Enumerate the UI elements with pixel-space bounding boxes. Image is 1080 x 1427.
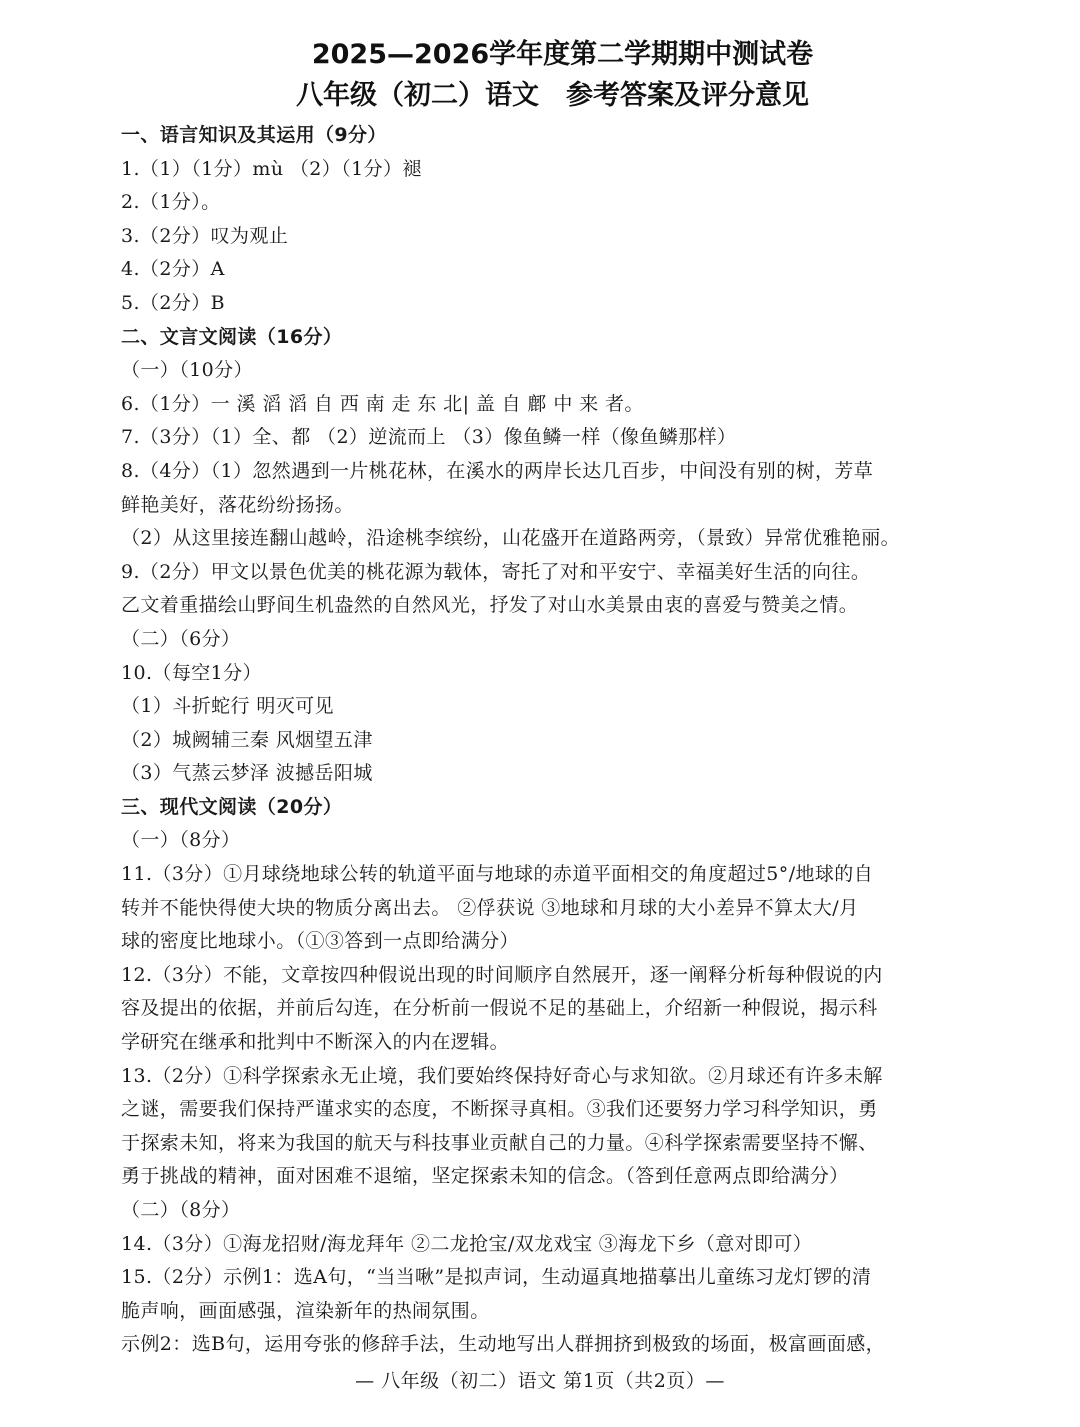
answer-line: 12.（3分）不能，文章按四种假说出现的时间顺序自然展开，逐一阐释分析每种假说的内 [121,963,883,986]
answer-content [121,119,984,1362]
answer-line: 1.（1）（1分）mù （2）（1分）褪 [121,157,422,180]
answer-line: （二）（8分） [121,1199,241,1221]
answer-line: 4.（2分）A [121,258,225,281]
answer-line: 勇于挑战的精神，面对困难不退缩，坚定探索未知的信念。（答到任意两点即给满分） [121,1165,849,1188]
section-heading: 二、文言文阅读（16分） [121,325,343,348]
answer-line: （3）气蒸云梦泽 波撼岳阳城 [121,762,373,785]
answer-line: 6.（1分）一 溪 滔 滔 自 西 南 走 东 北| 盖 自 鄜 中 来 者。 [121,392,644,415]
answer-line: 8.（4分）（1）忽然遇到一片桃花林，在溪水的两岸长达几百步，中间没有别的树，芳草 [121,459,874,482]
answer-line: 11.（3分）①月球绕地球公转的轨道平面与地球的赤道平面相交的角度超过5°/地球的自 [121,863,874,886]
answer-line: 14.（3分）①海龙招财/海龙拜年 ②二龙抢宝/双龙戏宝 ③海龙下乡（意对即可） [121,1232,813,1255]
answer-line: 9.（2分）甲文以景色优美的桃花源为载体，寄托了对和平安宁、幸福美好生活的向往。 [121,560,871,583]
answer-line: 之谜，需要我们保持严谨求实的态度，不断探寻真相。③我们还要努力学习科学知识，勇 [121,1098,878,1121]
answer-line: （二）（6分） [121,627,241,650]
answer-line: 容及提出的依据，并前后勾连，在分析前一假说不足的基础上，介绍新一种假说，揭示科 [121,997,878,1020]
page-footer: — 八年级（初二）语文 第1页（共2页）— [355,1370,725,1392]
exam-subtitle: 八年级（初二）语文 参考答案及评分意见 [296,80,809,111]
answer-line: 示例2：选B句，运用夸张的修辞手法，生动地写出人群拥挤到极致的场面，极富画面感， [121,1333,886,1356]
answer-line: 学研究在继承和批判中不断深入的内在逻辑。 [121,1031,510,1054]
answer-line: 脆声响，画面感强，渲染新年的热闹氛围。 [121,1299,490,1322]
answer-line: （1）斗折蛇行 明灭可见 [121,695,334,718]
answer-line: （一）（8分） [121,829,241,852]
exam-title: 2025—2026学年度第二学期期中测试卷 [311,39,814,70]
section-heading: 三、现代文阅读（20分） [121,795,343,818]
answer-line: 3.（2分）叹为观止 [121,224,289,247]
answer-line: 5.（2分）B [121,291,225,314]
answer-line: 13.（2分）①科学探索永无止境，我们要始终保持好奇心与求知欲。②月球还有许多未解 [121,1064,883,1087]
answer-line: 转并不能快得使大块的物质分离出去。 ②俘获说 ③地球和月球的大小差异不算太大/月 [121,896,859,919]
section-heading: 一、语言知识及其运用（9分） [121,124,387,146]
answer-line: （2）从这里接连翻山越岭，沿途桃李缤纷，山花盛开在道路两旁，（景致）异常优雅艳丽。 [121,527,900,550]
answer-line: 7.（3分）（1）全、都 （2）逆流而上 （3）像鱼鳞一样（像鱼鳞那样） [121,426,737,449]
answer-line: 10.（每空1分） [121,661,262,684]
answer-line: 15.（2分）示例1：选A句，“当当啾”是拟声词，生动逼真地描摹出儿童练习龙灯锣的清 [121,1266,872,1289]
answer-line: 2.（1分）。 [121,191,221,214]
answer-line: 乙文着重描绘山野间生机盎然的自然风光，抒发了对山水美景由衷的喜爱与赞美之情。 [121,594,859,617]
answer-line: 于探索未知，将来为我国的航天与科技事业贡献自己的力量。④科学探索需要坚持不懈、 [121,1131,878,1154]
answer-line: （2）城阙辅三秦 风烟望五津 [121,728,373,751]
answer-line: 鲜艳美好，落花纷纷扬扬。 [121,493,354,516]
answer-line: （一）（10分） [121,359,253,382]
answer-line: 球的密度比地球小。（①③答到一点即给满分） [121,930,519,953]
